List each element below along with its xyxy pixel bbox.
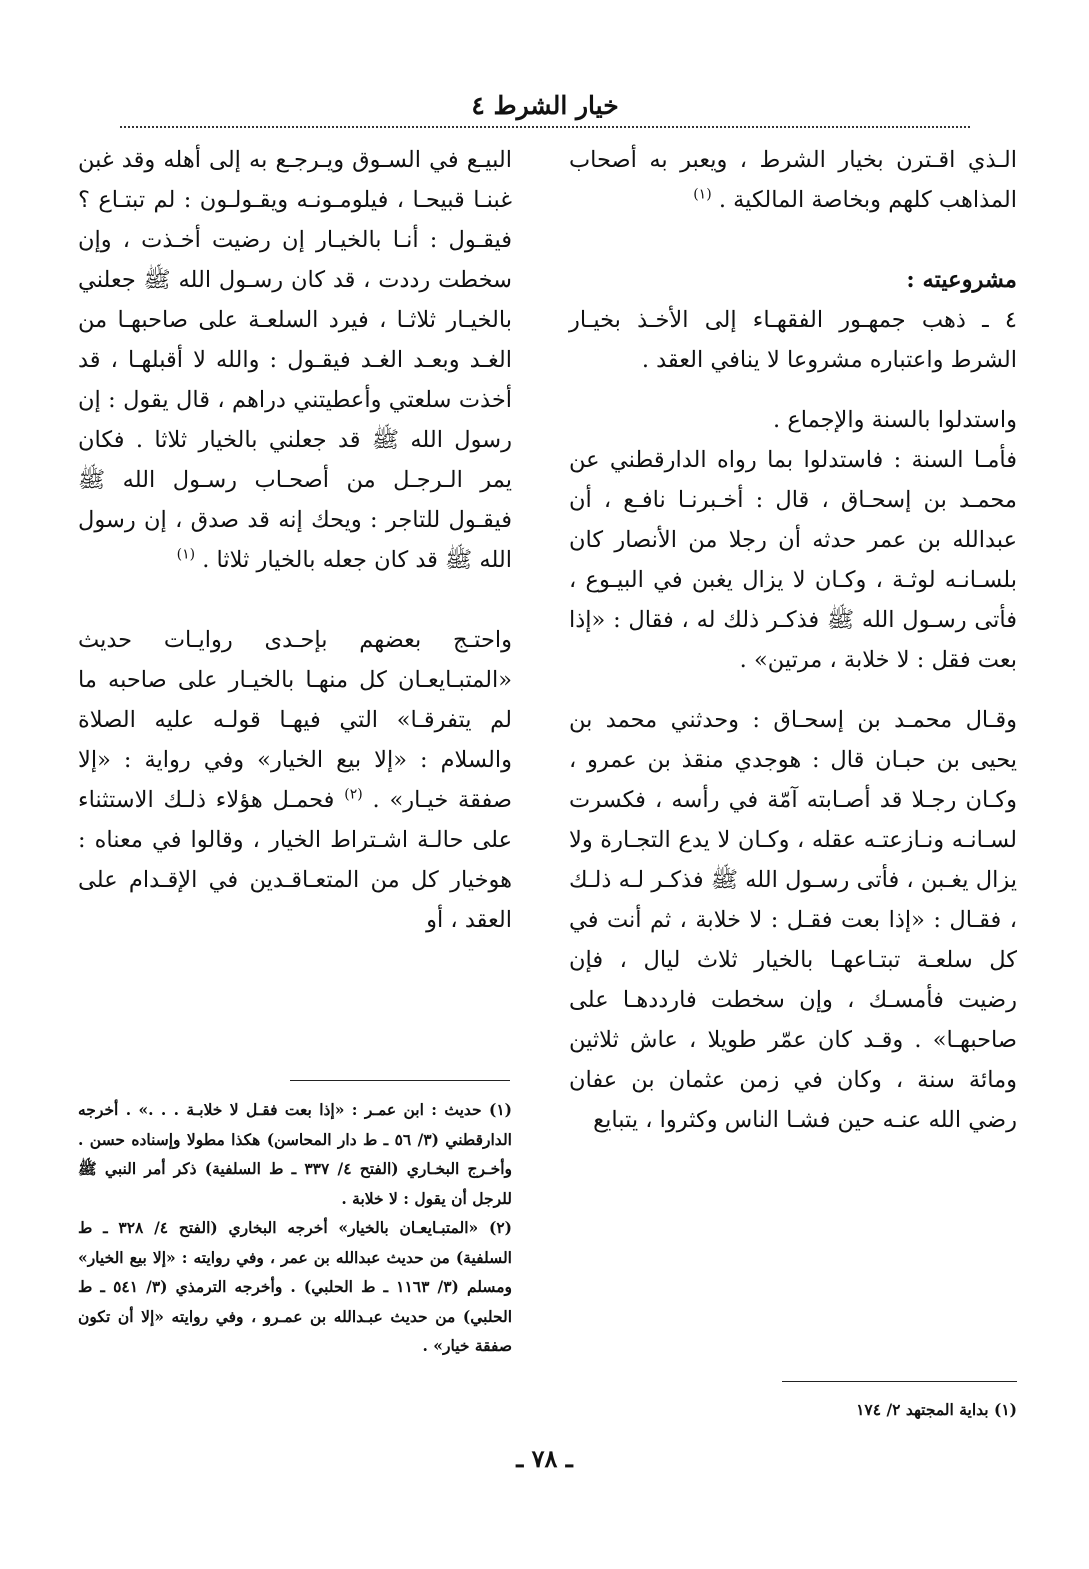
footnote-divider [290,1080,510,1081]
paragraph: ٤ ـ ذهب جمهـور الفقهـاء إلى الأخـذ بخيـار الشرط واعتباره مشروعا لا ينافي العقد . [569,307,1017,373]
footnote: (١) بداية المجتهد ٢/ ١٧٤ [856,1400,1017,1419]
footnotes-right [569,1395,1017,1425]
paragraph [78,140,512,580]
footnote-ref: (١) [176,546,196,563]
footnote-divider [782,1381,1017,1382]
right-column [569,140,1017,1140]
header-divider [120,126,970,128]
paragraph-text: البيـع في السـوق ويـرجـع به إلى أهله وقد غبن غبنـا قبيحـا ، فيلومـونـه ويقـولـون : لم تبتـاع ؟ فيقـول : أنـا بالخيـار إن رضيت أخـذت ، وإن سخطت رددت ، قد كان رسـول الله ﷺ جعلني بالخيـار ثلاثـا ، فيرد السلعـة على صاحبهـا من الغـد وبعـد الغـد فيقـول : والله لا أقبلهـا ، قد أخذت سلعتي وأعطيتني دراهم ، قال يقول : إن رسول الله ﷺ قد جعلني بالخيار ثلاثا . فكان يمر الـرجـل من أصحـاب رسـول الله ﷺ فيقـول للتاجر : ويحك إنه قد صدق ، إن رسول الله ﷺ قد كان جعله بالخيار ثلاثا . [78,147,512,573]
footnotes-left [78,1095,512,1361]
paragraph-text: واحتـج بعضهم بإحـدى روايـات حديث «المتبـايعـان كل منهـا بالخيـار على صاحبه ما لم يتفرقـا» التي فيهـا قولـه عليه الصلاة والسلام : «إلا بيع الخيار» وفي رواية : «إلا صفقة خيـار» . [78,627,512,813]
running-header: خيار الشرط ٤ [471,91,619,120]
paragraph [569,140,1017,220]
paragraph: وقـال محمـد بن إسحـاق : وحدثني محمد بن يحيى بن حبـان قال : هوجدي منقذ بن عمرو ، وكـان رجـلا قد أصـابته آمّة في رأسه ، فكسرت لسـانـه ونـازعتـه عقله ، وكـان لا يدع التجـارة ولا يزال يغـبن ، فأتى رسـول الله ﷺ فذكـر لـه ذلـك ، فقـال : «إذا بعت فقـل : لا خلابة ، ثم أنت في كل سلعـة تبتـاعهـا بالخيار ثلاث ليال ، فإن رضيت فأمسـك ، وإن سخطت فارددهـا على صاحبهـا» . وقـد كان عمّر طويلا ، عاش ثلاثين ومائة سنة ، وكان في زمن عثمان بن عفان رضي الله عنـه حين فشـا الناس وكثروا ، يتبايع [569,707,1017,1133]
paragraph-text: الـذي اقـترن بخيار الشرط ، ويعبر به أصحاب المذاهب كلهم وبخاصة المالكية . [569,147,1017,213]
page-number: ـ ٧٨ ـ [516,1444,573,1473]
paragraph-text: فحمـل هؤلاء ذلـك الاستثناء على حالـة اشـتراط الخيار ، وقالوا في معناه : هوخيار كل من المتعـاقـدين في الإقـدام على العقد ، أو [78,787,512,933]
paragraph [78,620,512,940]
footnote-ref: (١) [693,186,712,203]
left-column [78,140,512,940]
paragraph: فأمـا السنة : فاستدلوا بما رواه الدارقطني عن محمـد بن إسحـاق ، قال : أخـبرنـا نافـع ، أن عبدالله بن عمر حدثه أن رجلا من الأنصار كان بلسـانـه لوثـة ، وكـان لا يزال يغبن في البيـوع ، فأتى رسـول الله ﷺ فذكـر ذلك له ، فقال : «إذا بعت فقل : لا خلابة ، مرتين» . [569,447,1017,673]
footnote: (٢) «المتبـايعـان بالخيار» أخرجه البخاري (الفتح ٤/ ٣٢٨ ـ ط السلفية) من حديث عبدالله بن عمر ، وفي روايته : «إلا بيع الخيار» ومسلم (٣/ ١١٦٣ ـ ط الحلبي) . وأخرجه الترمذي (٣/ ٥٤١ ـ ط الحلبي) من حديث عبـدالله بن عمـرو ، وفي روايته «إلا أن تكون صفقة خيار» . [78,1218,513,1355]
footnote: (١) حديث : ابن عمـر : «إذا بعت فقـل لا خلابـة . . .» . أخرجه الدارقطني (٣/ ٥٦ ـ ط دار المحاسن) هكذا مطولا وإسناده حسن . وأخـرج البخـاري (الفتح ٤/ ٣٣٧ ـ ط السلفية) ذكر أمر النبي ﷺ للرجل أن يقول : لا خلابة . [78,1100,513,1208]
footnote-ref: (٢) [344,786,363,803]
section-heading: مشروعيته : [906,267,1017,293]
paragraph: واستدلوا بالسنة والإجماع . [773,407,1017,433]
